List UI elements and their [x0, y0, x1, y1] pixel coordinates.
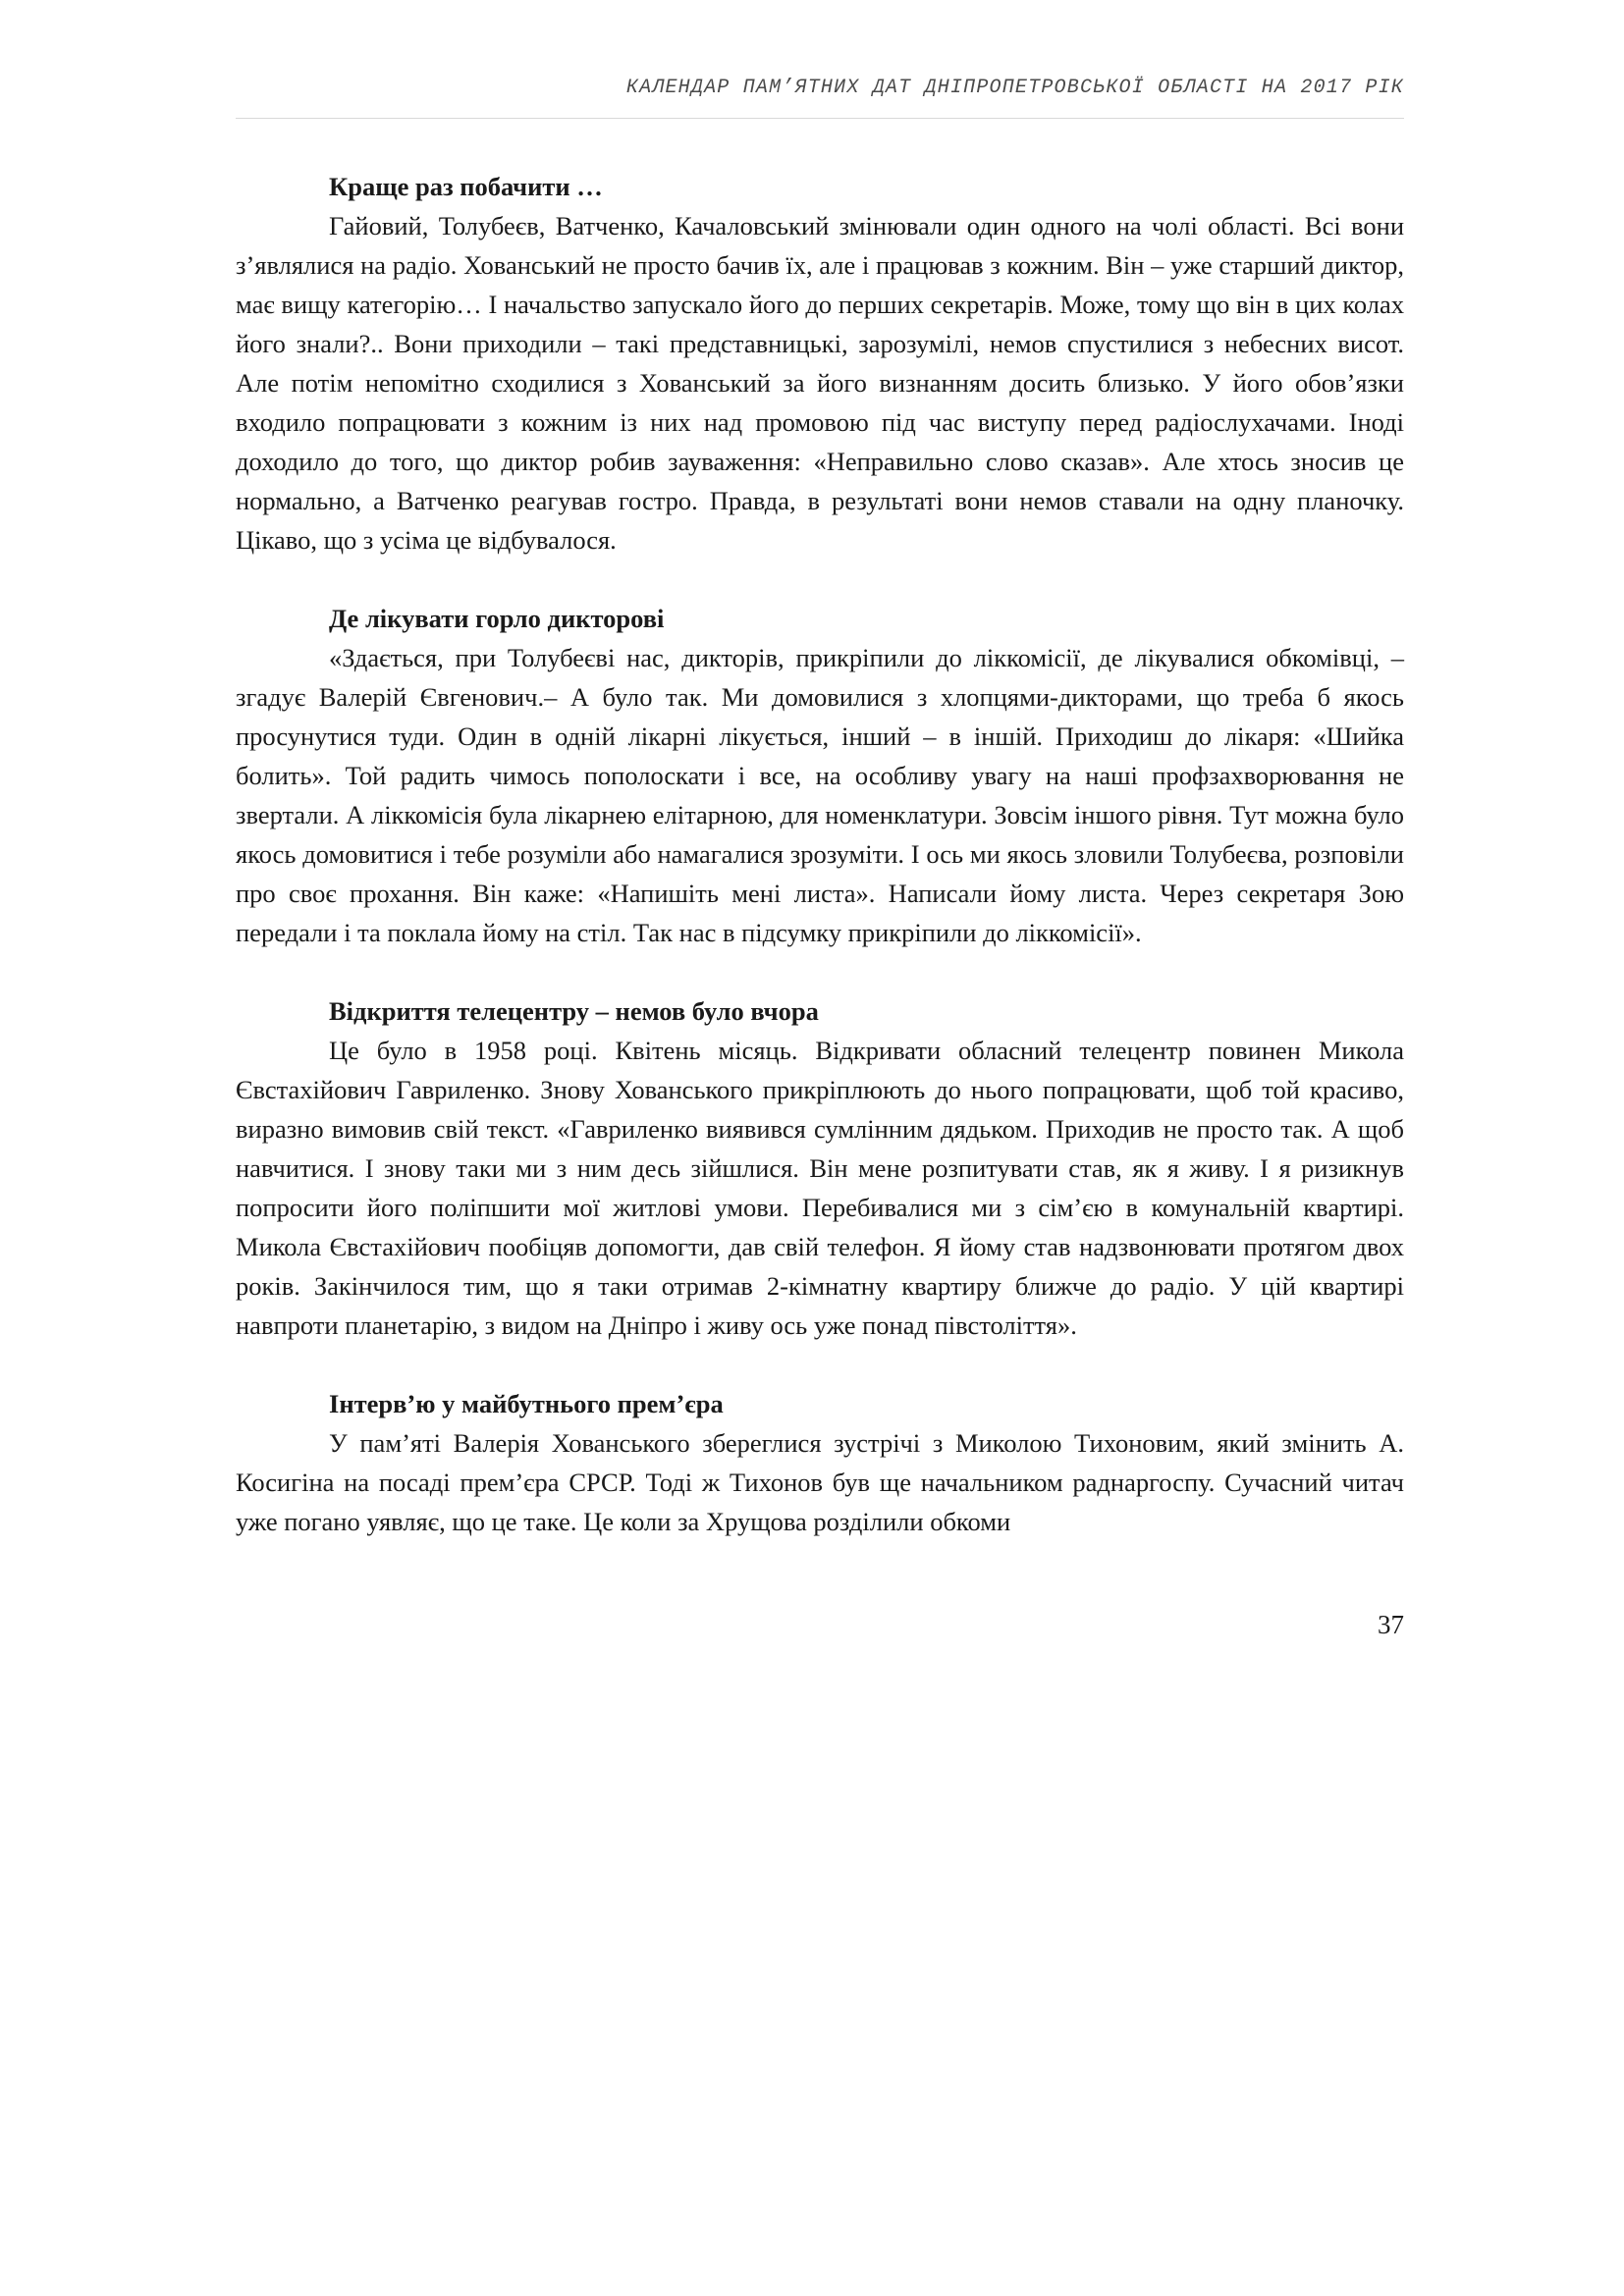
section-heading: Відкриття телецентру – немов було вчора — [329, 996, 819, 1026]
section-paragraph: У пам’яті Валерія Хованського збереглися зустрічі з Миколою Тихоновим, який змінить А. Косигіна на посаді прем’єра СРСР. Тоді ж Тихонов був ще начальником раднаргоспу. Сучасний читач уже погано уявляє, що це таке. Це коли за Хрущова розділили обкоми — [236, 1428, 1404, 1536]
section-heading: Краще раз побачити … — [329, 172, 603, 201]
section-paragraph: «Здається, при Толубеєві нас, дикторів, прикріпили до ліккомісії, де лікувалися обкомівці, – згадує Валерій Євгенович.– А було так. Ми домовилися з хлопцями-дикторами, що треба б якось просунутися туди. Один в одній лікарні лікується, інший – в іншій. Приходиш до лікаря: «Шийка болить». Той радить чимось пополоскати і все, на особливу увагу на наші профзахворювання не звертали. А ліккомісія була лікарнею елітарною, для номенклатури. Зовсім іншого рівня. Тут можна було якось домовитися і тебе розуміли або намагалися зрозуміти. І ось ми якось зловили Толубеєва, розповіли про своє прохання. Він каже: «Напишіть мені листа». Написали йому листа. Через секретаря Зою передали і та поклала йому на стіл. Так нас в підсумку прикріпили до ліккомісії». — [236, 643, 1404, 947]
section-paragraph: Це було в 1958 році. Квітень місяць. Відкривати обласний телецентр повинен Микола Євстахійович Гавриленко. Знову Хованського прикріплюють до нього попрацювати, щоб той красиво, виразно вимовив свій текст. «Гавриленко виявився сумлінним дядьком. Приходив не просто так. А щоб навчитися. І знову таки ми з ним десь зійшлися. Він мене розпитувати став, як я живу. І я ризикнув попросити його поліпшити мої житлові умови. Перебивалися ми з сім’єю в комунальній квартирі. Микола Євстахійович пообіцяв допомогти, дав свій телефон. Я йому став надзвонювати протягом двох років. Закінчилося тим, що я таки отримав 2-кімнатну квартиру ближче до радіо. У цій квартирі навпроти планетарію, з видом на Дніпро і живу ось уже понад півстоліття». — [236, 1036, 1404, 1340]
header-divider — [236, 118, 1404, 119]
page-number: 37 — [1378, 1610, 1404, 1639]
section-interview-premiera — [236, 1384, 1404, 1541]
page-body — [236, 167, 1404, 1580]
section-de-likuvaty-horlo — [236, 599, 1404, 952]
section-krashche-raz-pobachyty — [236, 167, 1404, 560]
running-header: КАЛЕНДАР ПАМ’ЯТНИХ ДАТ ДНІПРОПЕТРОВСЬКОЇ ОБЛАСТІ НА 2017 РІК — [625, 77, 1404, 99]
section-heading: Інтерв’ю у майбутнього прем’єра — [329, 1389, 724, 1418]
section-paragraph: Гайовий, Толубеєв, Ватченко, Качаловський змінювали один одного на чолі області. Всі вони з’являлися на радіо. Хованський не просто бачив їх, але і працював з кожним. Він – уже старший диктор, має вищу категорію… І начальство запускало його до перших секретарів. Може, тому що він в цих колах його знали?.. Вони приходили – такі представницькі, зарозумілі, немов спустилися з небесних висот. Але потім непомітно сходилися з Хованський за його визнанням досить близько. У його обов’язки входило попрацювати з кожним із них над промовою під час виступу перед радіослухачами. Іноді доходило до того, що диктор робив зауваження: «Неправильно слово сказав». Але хтось зносив це нормально, а Ватченко реагував гостро. Правда, в результаті вони немов ставали на одну планочку. Цікаво, що з усіма це відбувалося. — [236, 211, 1404, 555]
section-vidkryttia-telecentru — [236, 991, 1404, 1345]
section-heading: Де лікувати горло дикторові — [329, 604, 665, 633]
